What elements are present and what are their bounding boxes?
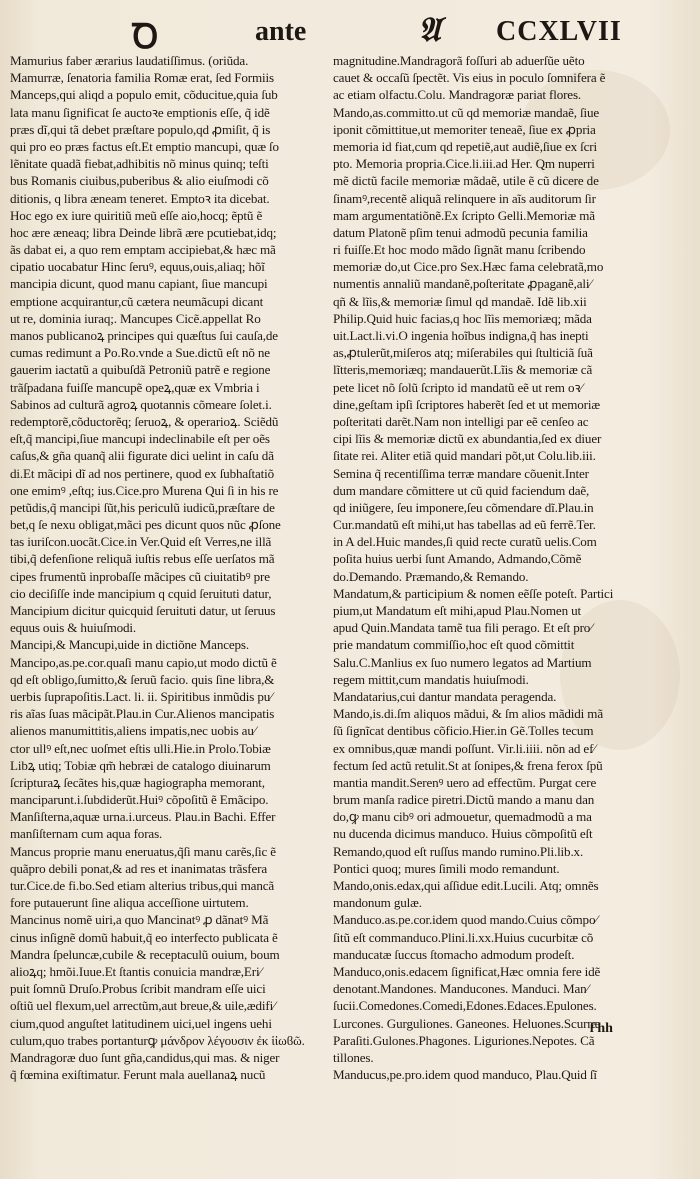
text-line: q̃ fœmina exiſtimatur. Ferunt mala auellanaꝝ nucũ — [10, 1067, 266, 1083]
text-line: qñ & lĩis,& memoriæ ſimul qd mandaẽ. Idẽ lib.xii — [333, 293, 587, 309]
text-line: memoria id fiat,cum qd repetiẽ,aut audiẽ,ſiue ex ſcri — [333, 138, 598, 154]
text-line: puit ſomnũ Druſo.Probus ſcribit mandram eſſe uici — [10, 981, 266, 997]
text-line: Mancipo,as.pe.cor.quaſi manu capio,ut modo dictũ ẽ — [10, 654, 277, 670]
text-line: cium,quod anguſtet latitudinem uici,uel ingens uehi — [10, 1015, 272, 1031]
text-line: ctor ullꝰ eſt,nec uoſmet eſtis ulli.Hie.in Prolo.Tobiæ — [10, 740, 271, 756]
text-line: cipes frumentũ inprobaſſe mãcipes cũ ciuitatibꝰ pre — [10, 568, 270, 584]
text-line: hoc ære æneaq; libra Deinde librã ære pcutiebat,idq; — [10, 224, 277, 240]
text-line: di.Et mãcipi dĩ ad nos pertinere, quod ex ſubhaſtatiõ — [10, 465, 275, 481]
text-line: Paraſiti.Gulones.Phagones. Liguriones.Nepotes. Cã — [333, 1032, 595, 1048]
text-line: pium,ut Mandatum eſt mihi,apud Plau.Nomen ut — [333, 603, 581, 618]
text-line: manos publicanoꝝ principes qui quæſtus ſui cauſa,de — [10, 328, 278, 343]
folio-number: CCXLVII — [496, 16, 622, 47]
text-line: Manducus,pe.pro.idem quod manduco, Plau.Quid ſĩ — [333, 1067, 597, 1083]
text-line: poſita huius uerbi ſunt Amando, Admando,Cõmẽ — [333, 551, 582, 567]
text-line: præs dĩ,qui tã debet præſtare populo,qd ꝓmiſit, q̃ is — [10, 121, 271, 137]
text-line: Manduco,onis.edacem ſignificat,Hæc omnia fere idẽ — [333, 963, 601, 979]
text-line: cinus inſignẽ domũ habuit,q̃ eo interfecto publicata ẽ — [10, 929, 278, 945]
text-line: alienos manumittitis,aliens impatis,nec uobis au⁄ — [10, 723, 256, 739]
text-line: Sabinos ad culturã agroꝝ quotannis cõmeare ſolet.i. — [10, 396, 272, 412]
header-initial-right: 𝔄 — [418, 12, 441, 49]
text-line: fore putauerunt ſine aliqua acceſſione uirtutem. — [10, 895, 249, 911]
text-line: dum mandare cõmittere ut cũ quid faciendum daẽ, — [333, 482, 590, 498]
text-line: Mancipi,& Mancupi,uide in dictiõne Manceps. — [10, 637, 250, 653]
text-line: cio deciſiſſe inde mancipium q cquid ſeruituti datur, — [10, 585, 272, 601]
text-line: dine,geſtam ipſi ſcriptores haberẽt ſed et ut memoriæ — [333, 396, 600, 412]
text-line: ex omnibus,quæ mandi poſſunt. Vir.li.iiii. nõn ad ef⁄ — [333, 740, 596, 756]
text-line: do.Demando. Præmando,& Remando. — [333, 568, 529, 584]
text-line: redemptorẽ,cõductorẽq; ſeruoꝝ, & operarioꝝ. Sciẽdũ — [10, 413, 279, 429]
text-line: ut re, dominia iuraq;. Mancupes Cicẽ.appellat Ro — [10, 310, 261, 326]
text-line: Hoc ego ex iure quiritiũ meũ eſſe aio,hocq; ẽptũ ẽ — [10, 207, 263, 223]
text-line: Pontici quoq; mures ſimili modo remandunt. — [333, 860, 560, 876]
text-line: Libꝝ utiq; Tobiæ qm̃ hebræi de catalogo diuinarum — [10, 757, 271, 773]
text-line: eſt,q̃ mancipi,ſiue mancupi indeclinabile eſt per oẽs — [10, 431, 270, 447]
text-line: ac etiam olfactu.Colu. Mandragoræ pariat flores. — [333, 87, 582, 103]
text-line: ſitũ eſt commanduco.Plini.li.xx.Huius cucurbitæ cõ — [333, 929, 594, 945]
text-line: nu ducenda dicimus manduco. Huius cõmpoſitũ eſt — [333, 826, 593, 842]
text-line: Mando,as.committo.ut cũ qd memoriæ mandaẽ, ſiue — [333, 104, 600, 120]
text-line: Mancus proprie manu eneruatus,q̃ſi manu carẽs,ſic ẽ — [10, 843, 276, 859]
text-line: bus Romanis ciuibus,puberibus & alio eiuſmodi cõ — [10, 173, 269, 189]
text-line: ſucii.Comedones.Comedi,Edones.Edaces.Epulones. — [333, 998, 597, 1014]
text-line: manſiſternam cum aqua foras. — [10, 826, 163, 842]
text-line: iponit cõmittitue,ut memoriter teneaẽ, ſiue ex ꝓpria — [333, 121, 596, 137]
signature-mark: ſ hh — [590, 1021, 613, 1036]
text-line: cumas redimunt a Po.Ro.vnde a Sue.dictũ eſt nõ ne — [10, 345, 270, 361]
text-line: ſitate rei. Aliter etiã quid mandari põt,ut Colu.lib.iii. — [333, 448, 596, 464]
text-line: magnitudine.Mandragorã foſſuri ab aduerſũe uẽto — [333, 53, 585, 68]
text-line: fectum ſed actũ retulit.St at ſonipes,& frena ferox ſpũ — [333, 757, 603, 773]
text-line: Mando,onis.edax,qui aſſidue edit.Lucili. Atq; omnẽs — [333, 878, 599, 893]
text-line: Philip.Quid huic facias,q hoc lĩis memoriæq; mãda — [333, 310, 592, 326]
text-line: tas iuriſcon.uocãt.Cice.in Ver.Quid eſt Verres,ne illã — [10, 534, 272, 550]
text-line: alioꝝq; hmõi.Iuue.Et ſtantis conuicia mandræ,Eri⁄ — [10, 963, 262, 979]
text-line: regem mittit,cum mandatis huiuſmodi. — [333, 671, 529, 687]
text-line: equus ouis & huiuſmodi. — [10, 620, 137, 636]
text-line: Mancipium dicitur quicquid ſeruituti datur, ut ſeruus — [10, 603, 276, 618]
text-line: mancipia dicunt, quod manu capiant, ſiue mancupi — [10, 276, 268, 292]
text-line: in A del.Huic mandes,ſi quid recte curatũ uelis.Com — [333, 534, 597, 550]
text-line: culum,quo trabes portanturꝙ μάνδρον λέγουσιν ἐκ ἱἰωϐῶ. — [10, 1032, 305, 1048]
text-line: quãpro debili ponat,& ad res et inanimatas trãsfera — [10, 860, 268, 876]
text-line: caſus,& gña quanq̃ alii figurate dici uelint in caſu dã — [10, 448, 274, 464]
text-line: gauerim iactatũ a quibuſdã Petroniũ patrẽ e regione — [10, 362, 271, 378]
text-line: numentis annaliũ mandanẽ,poſteritate ꝓpaganẽ,ali⁄ — [333, 276, 592, 292]
text-line: manciparunt.i.ſubdiderũt.Huiꝰ cõpoſitũ ẽ Emãcipo. — [10, 792, 269, 808]
text-line: uerbis ſuprapoſitis.Lact. li. ii. Spiritibus inmũdis pu⁄ — [10, 688, 273, 704]
text-line: Remando,quod eſt ruſſus mando rumino.Pli.lib.x. — [333, 843, 584, 859]
left-text-column — [10, 52, 322, 1083]
text-line: Manceps,qui aliqd a populo emit, cõducitue,quia ſub — [10, 87, 278, 103]
text-line: ri fuiſſe.Et hoc modo mãdo ſignãt manu ſcribendo — [333, 242, 586, 258]
text-line: Lurcones. Gurguliones. Ganeones. Heluones.Scurræ — [333, 1015, 601, 1031]
text-line: Manduco.as.pe.cor.idem quod mando.Cuius cõmpo⁄ — [333, 912, 598, 928]
text-line: cauet & occaſũ ſpectẽt. Vis eius in poculo ſomnifera ẽ — [333, 70, 606, 86]
text-line: Manſiſterna,aquæ urna.i.urceus. Plau.in Bachi. Effer — [10, 809, 276, 825]
text-line: mandonum gulæ. — [333, 895, 422, 911]
text-line: pete licet nõ ſolũ ſcripto id mandatũ eẽ ut rem oꝛ⁄ — [333, 379, 583, 395]
text-line: tibi,q̃ defenſione reliquã iuſtis rebus eſſe uerſatos mã — [10, 551, 275, 567]
text-line: trãſpadana fuiſſe mancupẽ opeꝝ,quæ ex Vmbria i — [10, 379, 260, 395]
text-line: lẽnitate quadã fiebat,adhibitis nõ minus quinq; teſti — [10, 156, 269, 172]
text-line: tur.Cice.de fi.bo.Sed etiam alterius tribus,qui mancã — [10, 878, 275, 893]
text-line: Mandragoræ duo ſunt gña,candidus,qui mas. & niger — [10, 1049, 280, 1065]
text-line: datum Platonẽ pſim tenui admodũ pecunia familia — [333, 224, 588, 240]
text-line: ſcripturaꝝ ſecãtes his,quæ hagiographa memorant, — [10, 774, 265, 790]
text-line: oſtiũ uel flexum,uel arrectũm,aut breue,& uile,ædifi⁄ — [10, 998, 276, 1014]
text-line: Mandatum,& participium & nomen eẽſſe poteſt. Partici — [333, 585, 614, 601]
text-line: Mandatarius,cui dantur mandata peragenda. — [333, 688, 557, 704]
text-line: uit.Lact.li.vi.O ingenia hoĩbus indigna,q̃ has inepti — [333, 328, 589, 343]
text-line: cipatio uocabatur Hinc ſeruꝰ, equus,ouis,aliaq; hõĩ — [10, 259, 265, 275]
text-line: prie mandatum commiſſio,hoc eſt quod cõmittit — [333, 637, 575, 653]
text-line: petũdis,q̃ mancipi ſũt,his periculũ iudicũ,præſtare de — [10, 499, 275, 515]
right-text-column — [333, 52, 655, 1083]
text-line: Salu.C.Manlius ex ſuo numero legatos ad Martium — [333, 654, 592, 670]
text-line: ſũ ſignĩcat dentibus cõficio.Hier.in Gẽ.Tolles tecum — [333, 723, 594, 739]
text-line: emptione acquirantur,cũ cætera neumãcupi dicant — [10, 293, 264, 309]
text-line: pto. Memoria propria.Cice.li.iii.ad Her. Qm nuperri — [333, 156, 595, 172]
text-line: Semina q̃ recentiſſima terræ mandare cõuenit.Inter — [333, 465, 589, 481]
text-line: denotant.Mandones. Manducones. Manduci. Man⁄ — [333, 981, 589, 997]
text-line: ditionis, q libra æneam teneret. Emptoꝛ ita dicebat. — [10, 190, 270, 206]
text-line: Mancinus nomẽ uiri,a quo Mancinatꝰ ꝓ dãnatꝰ Mã — [10, 912, 269, 928]
text-line: ris aĩas ſuas mãcipãt.Plau.in Cur.Alienos mancipatis — [10, 706, 275, 722]
text-line: bet,q ſe nexu obligat,mãci pes dicunt quos nũc ꝓſone — [10, 517, 281, 533]
text-line: mẽ dictũ facile memoriæ mãdaẽ, utile ẽ cũ dicere de — [333, 173, 599, 189]
text-line: mam argumentatiõnẽ.Ex ſcripto Gelli.Memoriæ mã — [333, 207, 595, 223]
text-line: lata manu ſignificat ſe auctoꝛe emptionis eſſe, q̃ idẽ — [10, 104, 270, 120]
text-line: Mamurius faber ærarius laudatiſſimus. (oriũda. — [10, 53, 249, 68]
text-line: ſinamꝰ,recentẽ aliquã relinquere in aĩs auditorum ſir — [333, 190, 596, 206]
text-line: Mamurræ, ſenatoria familia Romæ erat, ſed Formiis — [10, 70, 274, 86]
text-line: qui pro eo præs factus eſt.Et emptio mancupi, quæ ſo — [10, 138, 279, 154]
text-line: apud Quin.Mandata tamẽ tua fili perago. Et eſt pro⁄ — [333, 620, 593, 636]
text-line: Mandra ſpeluncæ,cubile & receptaculũ ouium, boum — [10, 946, 280, 962]
text-line: mantia mandit.Serenꝰ uero ad effectũm. Purgat cere — [333, 774, 597, 790]
text-line: Cur.mandatũ eſt mihi,ut has tabellas ad eũ ferrẽ.Ter. — [333, 517, 596, 533]
text-line: poſteritati darẽt.Nam non intelligi par eẽ cenſeo ac — [333, 413, 589, 429]
header-word: ante — [255, 16, 307, 47]
text-line: cipi lĩis & memoriæ dictũ ex abundantia,ſed ex diuer — [333, 431, 602, 447]
text-line: Mando,is.di.ſm aliquos mãdui, & ſm alios mãdidi mã — [333, 706, 603, 722]
text-line: lĩtteris,memoriæq; mandauerũt.Lĩis & memoriæ cã — [333, 362, 593, 378]
text-line: qd eſt obligo,ſumitto,& ſeruũ facio. quis ſine libra,& — [10, 671, 275, 687]
text-line: brum manſa radice piretri.Dictũ mando a manu dan — [333, 792, 595, 808]
text-line: manducatæ ſuccus ſtomacho admodum prodeſt. — [333, 946, 575, 962]
text-line: ãs dabat ei, a quo rem emptam accipiebat,& hæc mã — [10, 242, 276, 258]
text-line: do,ꝙ manu cibꝰ ori admouetur, quemadmodũ a ma — [333, 809, 592, 825]
text-line: as,ꝓtulerũt,miſeros atq; miſerabiles qui ſtulticiã ſuã — [333, 345, 593, 361]
text-line: memoriæ do,ut Cice.pro Sex.Hæc fama celebratã,mo — [333, 259, 604, 275]
header-initial-left: Ꝺ — [132, 19, 159, 56]
text-line: tillones. — [333, 1049, 374, 1065]
text-line: one emimꝰ ,eſtq; ius.Cice.pro Murena Qui ſi in his re — [10, 482, 279, 498]
text-line: qd iniũgere, ſeu imponere,ſeu cõmendare dĩ.Plau.in — [333, 499, 594, 515]
